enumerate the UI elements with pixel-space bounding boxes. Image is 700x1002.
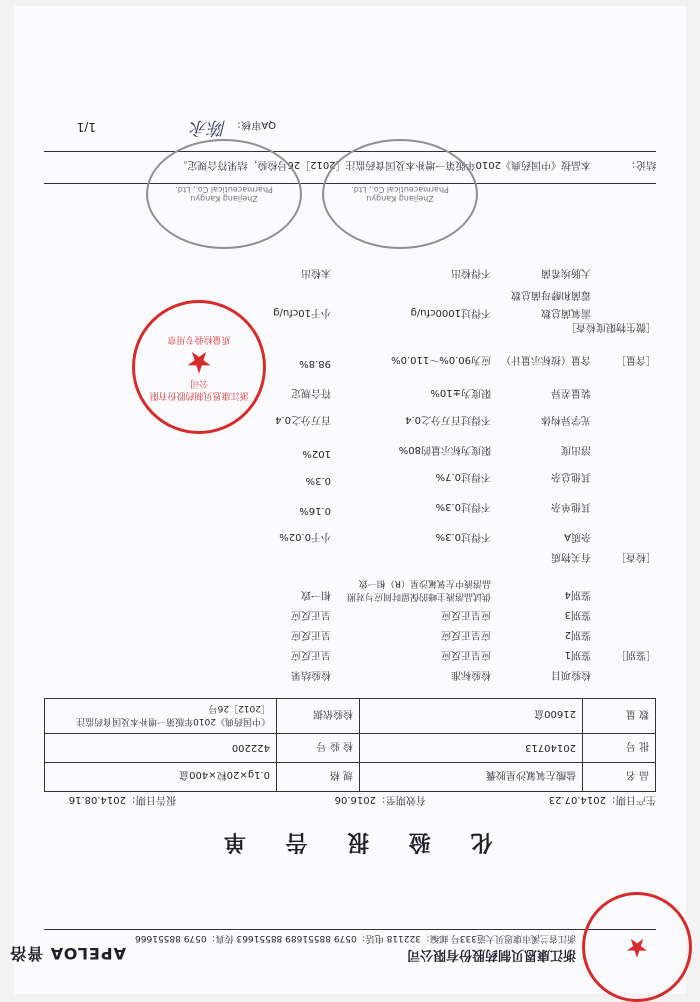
row-item: 装量差异: [551, 387, 591, 398]
batch-label: 批 号: [583, 734, 656, 763]
reviewer-signature: 陈永: [190, 117, 226, 138]
section-label-identification: ［鉴别］: [616, 649, 656, 660]
scanned-sheet: [9, 6, 686, 994]
row-result: 呈正反应: [291, 649, 331, 660]
quality-seal: [132, 300, 266, 434]
page-number: 1/1: [76, 120, 96, 134]
row-result: 未检出: [301, 267, 331, 278]
row-standard: 不得过0.7%: [435, 471, 491, 482]
rotated-report: [9, 6, 686, 994]
production-date: 生产日期：2014.07.23: [548, 794, 656, 805]
row-standard: 限度为标示量的80%: [398, 444, 491, 455]
row-item: 其他单杂: [551, 501, 591, 512]
row-result: 符合规定: [291, 387, 331, 398]
row-item: 含量（按标示量计）: [501, 354, 591, 365]
quality-seal-label: 质量检验专用章: [167, 334, 231, 344]
gray-seal-left-text: Zhejiang Kangyu Pharmaceutical Co., Ltd.: [351, 185, 449, 203]
batch-value: 20140713: [360, 734, 583, 763]
quality-seal-star-icon: ★: [185, 344, 213, 379]
conclusion-label: 结论：: [626, 159, 656, 170]
row-standard: 不得过1000cfu/g: [410, 307, 491, 318]
row-item: 霉菌和酵母菌总数: [511, 289, 591, 300]
row-result: 相一致: [301, 589, 331, 600]
row-result: 百万分之0.4: [275, 414, 331, 425]
gray-seal-right-text: Zhejiang Kangyu Pharmaceutical Co., Ltd.: [175, 185, 273, 203]
row-item: 鉴别4: [564, 589, 591, 600]
basis-label: 检验依据: [277, 699, 360, 734]
header-result: 检验结果: [291, 669, 331, 680]
row-standard: 供试品溶液主峰的保留时间应与对照品溶液中左氧氟沙星（R）相一致: [346, 578, 491, 601]
row-item: 鉴别2: [564, 629, 591, 640]
row-standard: 不得过0.3%: [435, 501, 491, 512]
header-item: 检验项目: [551, 669, 591, 680]
gray-seal-right: [146, 139, 302, 249]
conclusion-text: 本品按《中国药典》2010年版第一增补本及国食药监注［2012］26号检验，结果符合规定。: [177, 159, 591, 170]
test-no-label: 检 验 号: [277, 734, 360, 763]
section-label-inspection: ［检查］: [616, 551, 656, 562]
row-standard: 不得过百万分之0.4: [405, 414, 491, 425]
name-value: 盐酸左氧氟沙星胶囊: [360, 763, 583, 792]
row-standard: 应为90.0%～110.0%: [391, 354, 491, 365]
spec-value: 0.1g×20粒×400盒: [45, 763, 277, 792]
row-result: 0.3%: [305, 475, 331, 486]
row-standard: 不得过0.3%: [435, 531, 491, 542]
company-seal-top: [582, 892, 692, 1002]
product-info-table: [44, 698, 656, 792]
row-item: 鉴别1: [564, 649, 591, 660]
name-label: 品 名: [583, 763, 656, 792]
row-result: 呈正反应: [291, 629, 331, 640]
seal-star-icon: ★: [625, 932, 649, 962]
row-item: 溶出度: [561, 444, 591, 455]
row-result: 98.8%: [299, 358, 331, 369]
row-standard: 应呈正反应: [441, 609, 491, 620]
row-item: 光学异构体: [541, 414, 591, 425]
quantity-label: 数 量: [583, 699, 656, 734]
company-logo: APELOA 普洛: [9, 944, 126, 963]
quantity-value: 21600盒: [360, 699, 583, 734]
row-result: 小于10cfu/g: [273, 307, 331, 318]
row-item: 其他总杂: [551, 471, 591, 482]
row-standard: 应呈正反应: [441, 649, 491, 660]
quality-seal-company: 浙江康恩贝制药股份有限公司: [149, 378, 249, 400]
header-standard: 检验标准: [451, 669, 491, 680]
row-item: 杂质A: [564, 531, 591, 542]
row-result: 呈正反应: [291, 609, 331, 620]
report-date: 报告日期：2014.08.16: [68, 794, 176, 805]
report-title: 化 验 报 告 单: [207, 829, 493, 854]
row-standard: 应呈正反应: [441, 629, 491, 640]
row-standard: 限度为±10%: [430, 387, 491, 398]
row-item: 大肠埃希菌: [541, 267, 591, 278]
row-standard: 不得检出: [451, 267, 491, 278]
company-name: 浙江康恩贝制药股份有限公司: [406, 947, 576, 962]
reviewer-label: QA审核：: [231, 119, 276, 130]
section-label-assay: ［含量］: [616, 354, 656, 365]
test-no-value: 422200: [45, 734, 277, 763]
section-label-microbial: ［微生物限度检查］: [566, 321, 656, 332]
row-item: 需氧菌总数: [541, 307, 591, 318]
header-divider: [44, 929, 656, 930]
company-address: 浙江省兰溪市康恩贝大道333号 邮编：322118 电话：0579 88551689 88551663 传真：0579 88551666: [135, 933, 576, 943]
gray-seal-left: [322, 139, 478, 249]
basis-value: 《中国药典》2010年版第一增补本及国食药监注［2012］26号: [45, 699, 277, 734]
row-item: 鉴别3: [564, 609, 591, 620]
row-item: 有关物质: [551, 551, 591, 562]
row-result: 102%: [302, 448, 331, 459]
spec-label: 规 格: [277, 763, 360, 792]
row-result: 小于0.02%: [279, 531, 331, 542]
expiry-date: 有效期至：2016.06: [334, 794, 426, 805]
row-result: 0.16%: [299, 505, 331, 516]
